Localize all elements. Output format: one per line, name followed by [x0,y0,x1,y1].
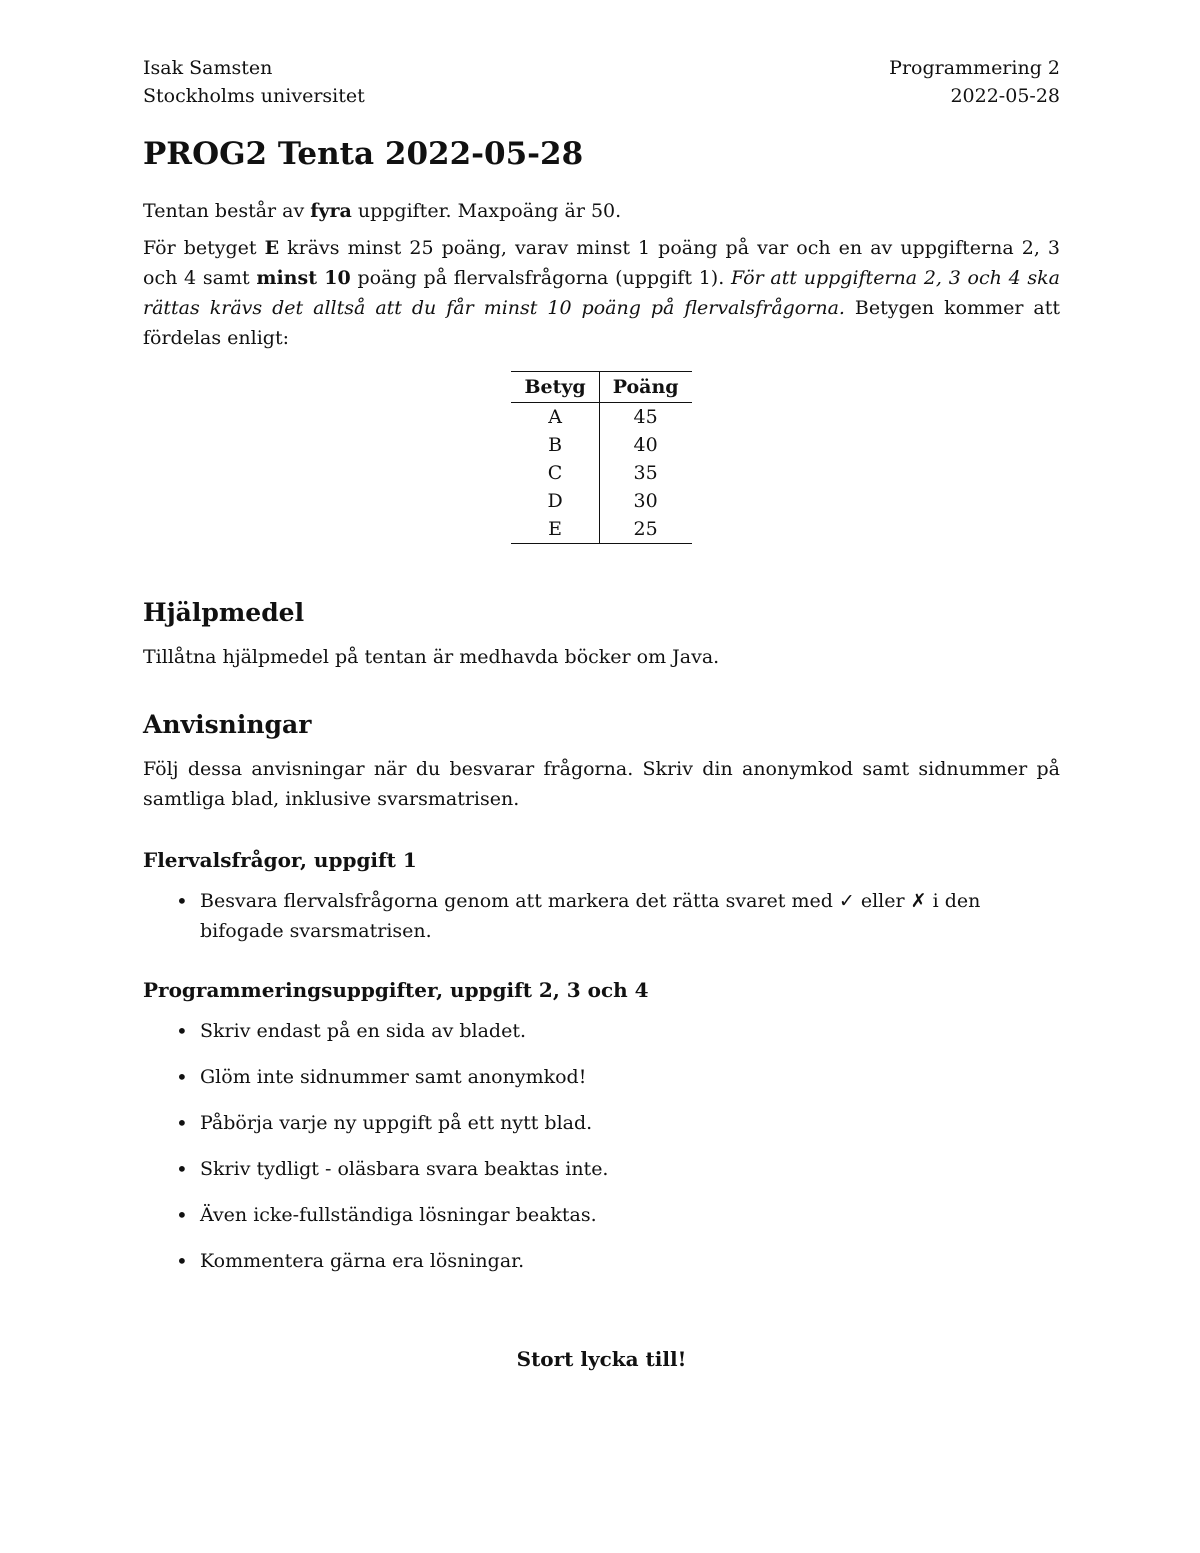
header-right [889,54,1060,110]
list-item: • Glöm inte sidnummer samt anonymkod! [200,1062,1060,1092]
points-cell: 45 [633,406,658,428]
main-content [143,134,1060,1374]
intro-paragraph-2: För betyget E krävs minst 25 poäng, varav minst 1 poäng på var och en av uppgifterna 2, 3 och 4 samt minst 10 poäng på flervalsfrågorna (uppgift 1). För att uppgifterna 2, 3 och 4 ska rättas krävs det alltså att du får minst 10 poäng på flervalsfrågorna. Betygen kommer att fördelas enligt: [143,237,1061,349]
points-cell: 25 [599,515,691,544]
header-date: 2022-05-28 [950,85,1060,107]
grade-cell: D [511,487,599,515]
list-item: • Kommentera gärna era lösningar. [200,1246,1060,1276]
header-left [143,54,365,110]
aids-heading: Hjälpmedel [143,598,305,627]
column-header-poang: Poäng [599,372,691,403]
list-item: • Skriv endast på en sida av bladet. [200,1016,1060,1046]
table-row [511,431,691,459]
table-row [511,403,691,432]
instructions-heading: Anvisningar [143,710,312,739]
instructions-text: Följ dessa anvisningar när du besvarar frågorna. Skriv din anonymkod samt sidnummer på samtliga blad, inklusive svarsmatrisen. [143,758,1060,810]
page-title: PROG2 Tenta 2022-05-28 [143,136,584,172]
institution-name: Stockholms universitet [143,85,365,107]
table-row [511,515,691,544]
grade-cell: B [511,431,599,459]
list-item: • Besvara flervalsfrågorna genom att markera det rätta svaret med ✓ eller ✗ i den bifogade svarsmatrisen. [200,886,1060,946]
list-item: • Skriv tydligt - oläsbara svara beaktas inte. [200,1154,1060,1184]
grade-table [511,371,691,544]
list-item: • Även icke-fullständiga lösningar beaktas. [200,1200,1060,1230]
table-row [511,487,691,515]
multiple-choice-list [143,886,1060,946]
points-cell: 40 [633,434,658,456]
author-name: Isak Samsten [143,57,273,79]
column-header-betyg: Betyg [511,372,599,403]
grade-cell: C [511,459,599,487]
multiple-choice-heading: Flervalsfrågor, uppgift 1 [143,848,417,872]
points-cell: 30 [633,490,658,512]
aids-text: Tillåtna hjälpmedel på tentan är medhavda böcker om Java. [143,646,720,668]
grade-cell: E [511,515,599,544]
intro-paragraph-1: Tentan består av fyra uppgifter. Maxpoäng är 50. [143,200,622,222]
closing-text: Stort lycka till! [516,1347,687,1371]
points-cell: 35 [633,462,658,484]
course-name: Programmering 2 [889,57,1060,79]
table-header-row [511,372,691,403]
table-row [511,459,691,487]
grade-cell: A [511,403,599,432]
programming-list [143,1016,1060,1276]
programming-heading: Programmeringsuppgifter, uppgift 2, 3 och 4 [143,978,649,1002]
list-item: • Påbörja varje ny uppgift på ett nytt blad. [200,1108,1060,1138]
